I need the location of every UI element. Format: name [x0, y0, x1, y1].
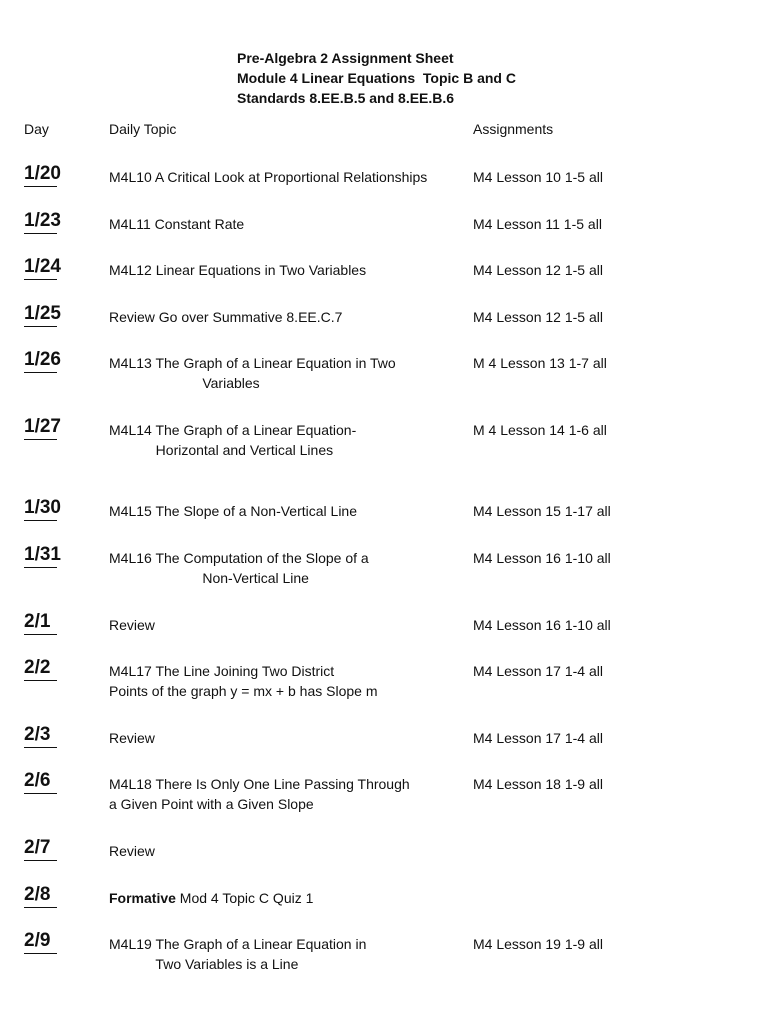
day-cell: 1/27 — [24, 415, 57, 440]
column-header-day: Day — [24, 121, 49, 137]
topic-cell: M4L10 A Critical Look at Proportional Relationships — [109, 169, 428, 185]
day-cell: 2/3 — [24, 723, 57, 748]
day-cell: 1/24 — [24, 255, 57, 280]
assignment-cell: M 4 Lesson 14 1-6 all — [473, 422, 607, 438]
day-cell: 1/31 — [24, 543, 57, 568]
topic-cell: Review — [109, 617, 155, 633]
day-cell: 1/23 — [24, 209, 57, 234]
topic-cell: Review — [109, 730, 155, 746]
assignment-cell: M4 Lesson 18 1-9 all — [473, 776, 603, 792]
day-cell: 2/1 — [24, 610, 57, 635]
assignment-cell: M4 Lesson 16 1-10 all — [473, 617, 611, 633]
column-header-assignments: Assignments — [473, 121, 554, 137]
sheet-title: Pre-Algebra 2 Assignment Sheet — [237, 50, 454, 66]
topic-cell: M4L12 Linear Equations in Two Variables — [109, 262, 367, 278]
topic-cell: Review — [109, 843, 155, 859]
column-header-topic: Daily Topic — [109, 121, 177, 137]
assignment-cell: M4 Lesson 15 1-17 all — [473, 503, 611, 519]
day-cell: 2/6 — [24, 769, 57, 794]
day-cell: 2/8 — [24, 883, 57, 908]
day-cell: 1/30 — [24, 496, 57, 521]
formative-label: Formative — [109, 890, 176, 906]
topic-cell: M4L18 There Is Only One Line Passing Through a Given Point with a Given Slope — [109, 776, 410, 812]
topic-cell: M4L19 The Graph of a Linear Equation in Two Variables is a Line — [109, 936, 367, 972]
day-cell: 1/26 — [24, 348, 57, 373]
day-cell: 2/7 — [24, 836, 57, 861]
assignment-cell: M 4 Lesson 13 1-7 all — [473, 355, 607, 371]
topic-cell: M4L14 The Graph of a Linear Equation- Horizontal and Vertical Lines — [109, 422, 357, 458]
module-title: Module 4 Linear Equations Topic B and C — [237, 70, 516, 86]
day-cell: 2/9 — [24, 929, 57, 954]
topic-cell: Review Go over Summative 8.EE.C.7 — [109, 309, 343, 325]
topic-cell: M4L17 The Line Joining Two District Points of the graph y = mx + b has Slope m — [109, 663, 378, 699]
topic-cell: Formative Mod 4 Topic C Quiz 1 — [109, 890, 314, 906]
topic-cell: M4L13 The Graph of a Linear Equation in Two Variables — [109, 355, 396, 391]
assignment-cell: M4 Lesson 12 1-5 all — [473, 262, 603, 278]
assignment-cell: M4 Lesson 19 1-9 all — [473, 936, 603, 952]
standards-line: Standards 8.EE.B.5 and 8.EE.B.6 — [237, 90, 455, 106]
topic-cell: M4L11 Constant Rate — [109, 216, 245, 232]
topic-cell: M4L16 The Computation of the Slope of a Non-Vertical Line — [109, 550, 369, 586]
assignment-cell: M4 Lesson 10 1-5 all — [473, 169, 603, 185]
assignment-cell: M4 Lesson 11 1-5 all — [473, 216, 602, 232]
day-cell: 1/20 — [24, 162, 57, 187]
day-cell: 1/25 — [24, 302, 57, 327]
day-cell: 2/2 — [24, 656, 57, 681]
assignment-cell: M4 Lesson 17 1-4 all — [473, 730, 603, 746]
document-header — [237, 48, 516, 108]
assignment-cell: M4 Lesson 12 1-5 all — [473, 309, 603, 325]
assignment-cell: M4 Lesson 16 1-10 all — [473, 550, 611, 566]
assignment-cell: M4 Lesson 17 1-4 all — [473, 663, 603, 679]
topic-cell: M4L15 The Slope of a Non-Vertical Line — [109, 503, 358, 519]
